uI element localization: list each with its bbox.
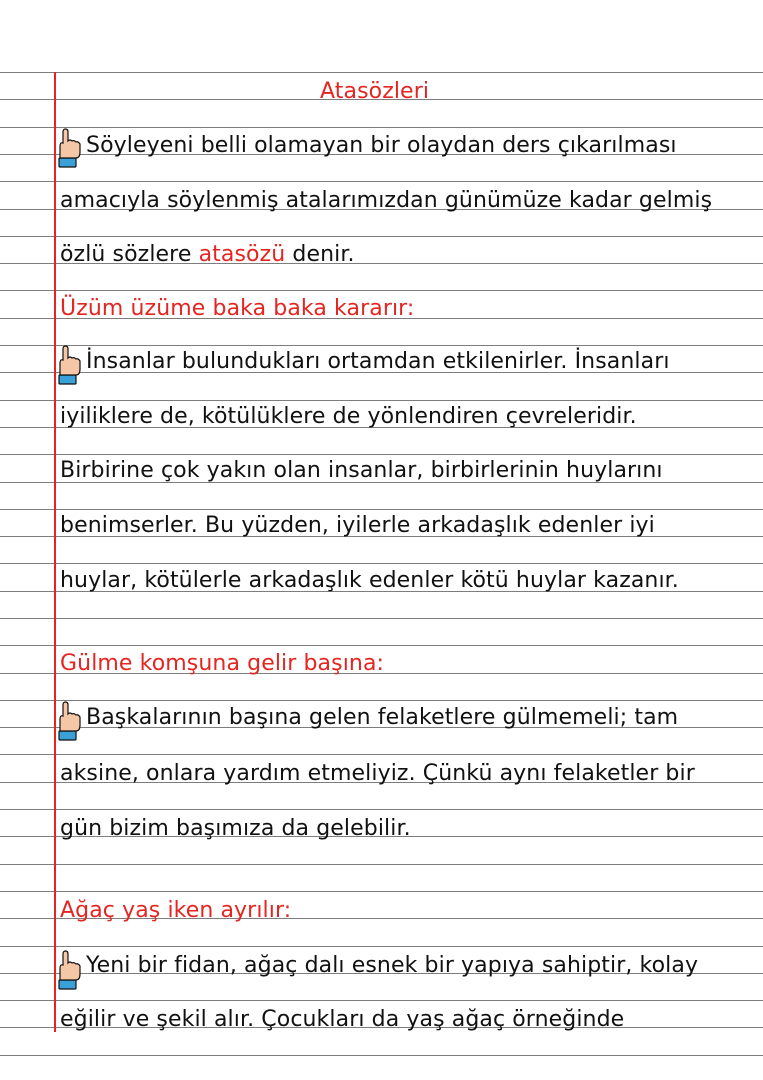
proverb-heading-3: Ağaç yaş iken ayrılır: bbox=[60, 898, 292, 923]
intro-line-2: amacıyla söylenmiş atalarımızdan günümüze kadar gelmiş bbox=[60, 188, 713, 213]
ruled-line bbox=[0, 1000, 763, 1001]
proverb-3-line-1: Yeni bir fidan, ağaç dalı esnek bir yapıya sahiptir, kolay bbox=[86, 953, 699, 978]
ruled-line bbox=[0, 645, 763, 646]
ruled-line bbox=[0, 72, 763, 73]
ruled-line bbox=[0, 809, 763, 810]
pointing-hand-icon bbox=[54, 128, 84, 168]
ruled-line bbox=[0, 509, 763, 510]
page-title: Atasözleri bbox=[320, 79, 430, 104]
ruled-line bbox=[0, 127, 763, 128]
ruled-line bbox=[0, 290, 763, 291]
pointing-hand-icon bbox=[54, 950, 84, 990]
proverb-1-line-3: Birbirine çok yakın olan insanlar, birbirlerinin huylarını bbox=[60, 458, 663, 483]
red-margin-line bbox=[54, 72, 56, 1032]
ruled-line bbox=[0, 345, 763, 346]
ruled-line bbox=[0, 891, 763, 892]
ruled-line bbox=[0, 946, 763, 947]
ruled-line bbox=[0, 181, 763, 182]
proverb-1-line-5: huylar, kötülerle arkadaşlık edenler kötü huylar kazanır. bbox=[60, 568, 679, 593]
proverb-1-line-4: benimserler. Bu yüzden, iyilerle arkadaşlık edenler iyi bbox=[60, 513, 655, 538]
ruled-line bbox=[0, 618, 763, 619]
ruled-line bbox=[0, 1055, 763, 1056]
ruled-line bbox=[0, 454, 763, 455]
proverb-1-line-1: İnsanlar bulundukları ortamdan etkilenirler. İnsanları bbox=[86, 349, 670, 374]
proverb-2-line-2: aksine, onlara yardım etmeliyiz. Çünkü aynı felaketler bir bbox=[60, 761, 695, 786]
proverb-heading-1: Üzüm üzüme baka baka kararır: bbox=[60, 296, 415, 321]
proverb-2-line-1: Başkalarının başına gelen felaketlere gülmemeli; tam bbox=[86, 705, 679, 730]
pointing-hand-icon bbox=[54, 345, 84, 385]
proverb-3-line-2: eğilir ve şekil alır. Çocukları da yaş ağaç örneğinde bbox=[60, 1007, 625, 1032]
ruled-line bbox=[0, 236, 763, 237]
intro-line-1: Söyleyeni belli olamayan bir olaydan ders çıkarılması bbox=[86, 133, 677, 158]
ruled-line bbox=[0, 563, 763, 564]
ruled-line bbox=[0, 700, 763, 701]
proverb-1-line-2: iyiliklere de, kötülüklere de yönlendiren çevreleridir. bbox=[60, 404, 637, 429]
ruled-line bbox=[0, 864, 763, 865]
pointing-hand-icon bbox=[54, 701, 84, 741]
atasozu-highlight: atasözü bbox=[198, 242, 286, 267]
proverb-heading-2: Gülme komşuna gelir başına: bbox=[60, 651, 385, 676]
ruled-line bbox=[0, 754, 763, 755]
intro-line-3: özlü sözlere atasözü denir. bbox=[60, 242, 355, 267]
proverb-2-line-3: gün bizim başımıza da gelebilir. bbox=[60, 816, 411, 841]
ruled-line bbox=[0, 400, 763, 401]
